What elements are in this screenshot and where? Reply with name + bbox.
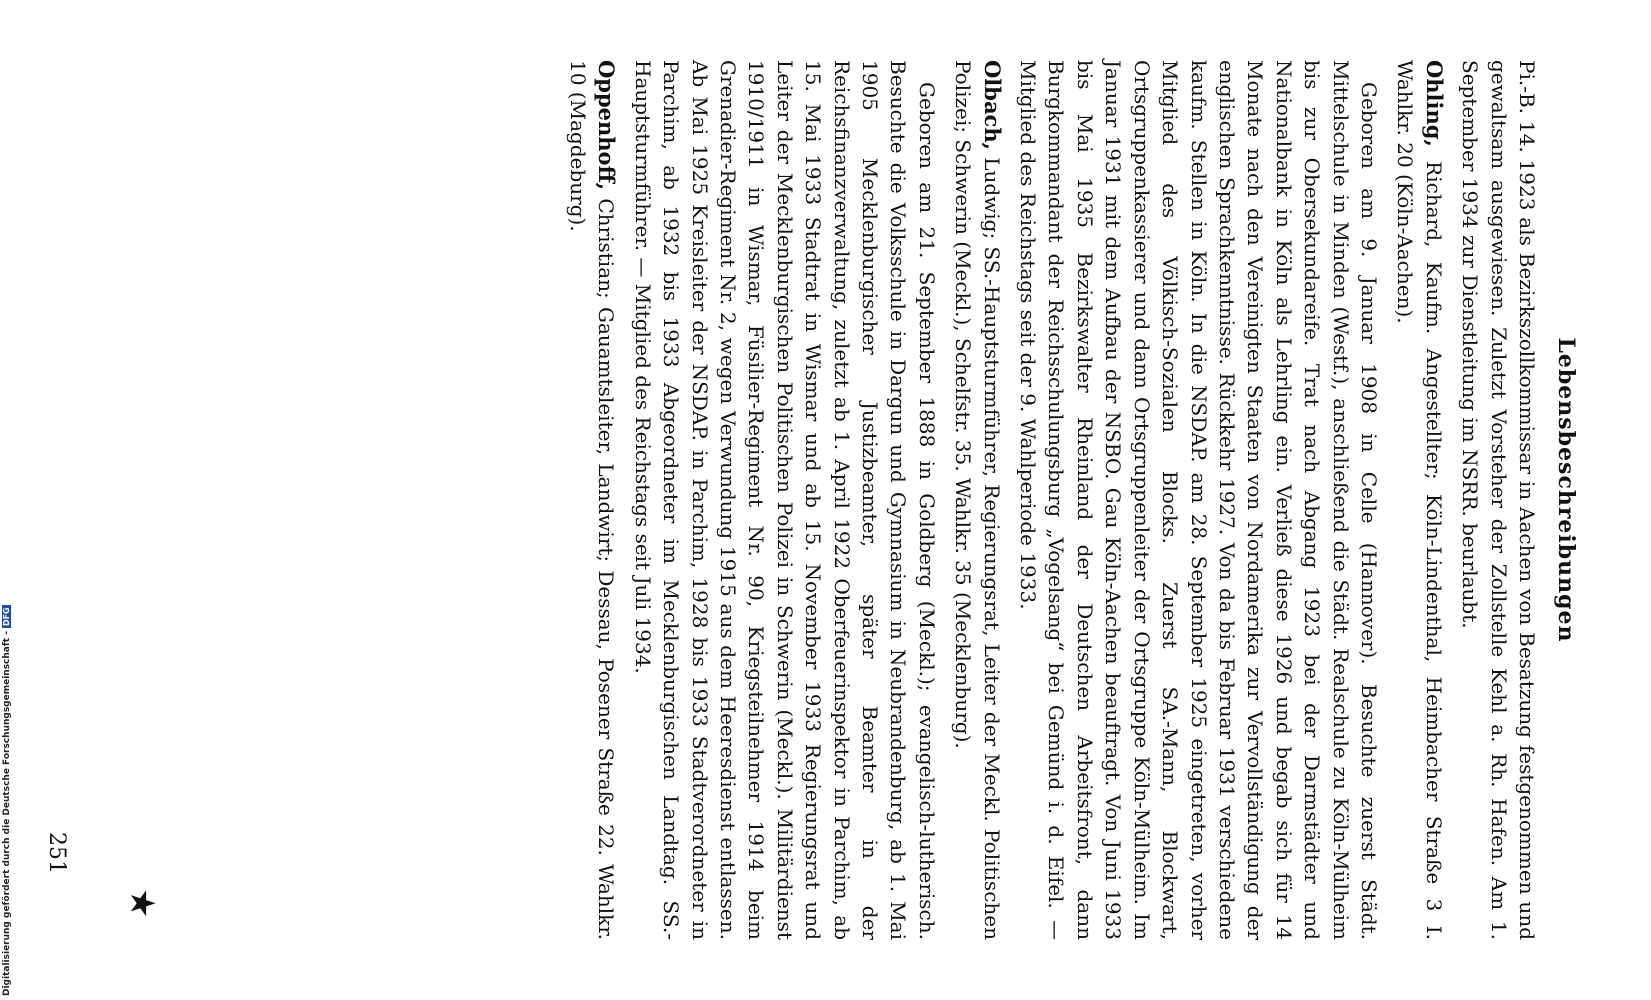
- entry-text: Geboren am 9. Januar 1908 in Celle (Hannover). Besuchte zuerst Städt. Mittelschule in Minden (Westf.), anschließend die Städt. Realschule zu Köln-Mülheim bis zur Obersekundareife. Trat nach Abgang 1923 bei der Darmstädter und Nationalbank in Köln als Lehrling ein. Verließ diese 1926 und begab sich für 14 Monate nach den Vereinigten Staaten von Nordamerika zur Vervollständigung der englischen Sprachkenntnisse. Rückkehr 1927. Von da bis Februar 1931 verschiedene kaufm. Stellen in Köln. In die NSDAP. am 28. September 1925 eingetreten, vorher Mitglied des Völkisch-Sozialen Blocks. Zuerst SA.-Mann, Blockwart, Ortsgruppenkassierer und dann Ortsgruppenleiter der Ortsgruppe Köln-Mülheim. Im Januar 1931 mit dem Aufbau der NSBO. Gau Köln-Aachen beauftragt. Von Juni 1933 bis Mai 1935 Bezirkswalter Rheinland der Deutschen Arbeitsfront, dann Burgkommandant der Reichsschulungsburg „Vogelsang“ bei Gemünd i. d. Eifel. — Mitglied des Reichstags seit der 9. Wahlperiode 1933.: [1016, 60, 1381, 940]
- entry-name: Ohling,: [1421, 60, 1447, 147]
- entry-header-olbach: [949, 60, 1006, 940]
- entry-text: Geboren am 21. September 1888 in Goldberg (Meckl.); evangelisch-lutherisch. Besuchte die Volksschule in Dargun und Gymnasium in Neubrandenburg, ab 1. Mai 1905 Mecklenburgischer Justizbeamter, später Beamter in der Reichsfinanzverwaltung, zuletzt ab 1. April 1922 Oberfeuerinspektor in Parchim, ab 15. Mai 1933 Stadtrat in Wismar und ab 15. November 1933 Regierungsrat und Leiter der Mecklenburgischen Politischen Polizei in Schwerin (Meckl.). Militärdienst 1910/1911 in Wismar, Füsilier-Regiment Nr. 90, Kriegsteilnehmer 1914 beim Grenadier-Regiment Nr. 2, wegen Verwundung 1915 aus dem Heeresdienst entlassen. Ab Mai 1925 Kreisleiter der NSDAP. in Parchim, 1928 bis 1933 Stadtverordneter in Parchim, ab 1932 bis 1933 Abgeordneter im Mecklenburgischen Landtag. SS.-Hauptsturmführer. — Mitglied des Reichstags seit Juli 1934.: [630, 60, 939, 940]
- text-column: [556, 60, 1541, 940]
- entry-text: Ludwig; SS.-Hauptsturmführer, Regierungsrat, Leiter der Meckl. Politischen Polizei; Schwerin (Meckl.), Schelfstr. 35. Wahlkr. 35 (Mecklenburg).: [951, 60, 1004, 940]
- entry-name: Olbach,: [979, 60, 1005, 150]
- entry-bio-olbach: [628, 60, 940, 940]
- entry-text: Richard, Kaufm. Angestellter; Köln-Lindenthal, Heimbacher Straße 3 I. Wahlkr. 20 (Köln-Aachen).: [1393, 60, 1446, 940]
- entry-header-ohling: [1391, 60, 1448, 940]
- entry-bio-ohling: [1014, 60, 1383, 940]
- entry-text: Pi.-B. 14. 1923 als Bezirkszollkommissar in Aachen von Besatzung festgenommen und gewaltsam ausgewiesen. Zuletzt Vorsteher der Zollstelle Kehl a. Rh. Hafen. Am 1. September 1934 zur Dienstleitung im NSRR. beurlaubt.: [1458, 60, 1539, 940]
- credit-text: Digitalisierung gefördert durch die Deutsche Forschungsgemeinschaft -: [2, 631, 12, 996]
- page-header: Lebensbeschreibungen: [1553, 337, 1579, 643]
- entry-continuation: [1456, 60, 1541, 940]
- entry-text: Christian; Gauamtsleiter, Landwirt; Dessau, Posener Straße 22. Wahlkr. 10 (Magdeburg).: [566, 60, 619, 940]
- digitization-credit: [2, 607, 12, 996]
- dfg-logo: DFG: [2, 607, 11, 627]
- entry-name: Oppenhoff,: [594, 60, 620, 191]
- entry-header-oppenhoff: [564, 60, 621, 940]
- star-icon: ★: [122, 888, 162, 919]
- page-number: 251: [44, 832, 69, 874]
